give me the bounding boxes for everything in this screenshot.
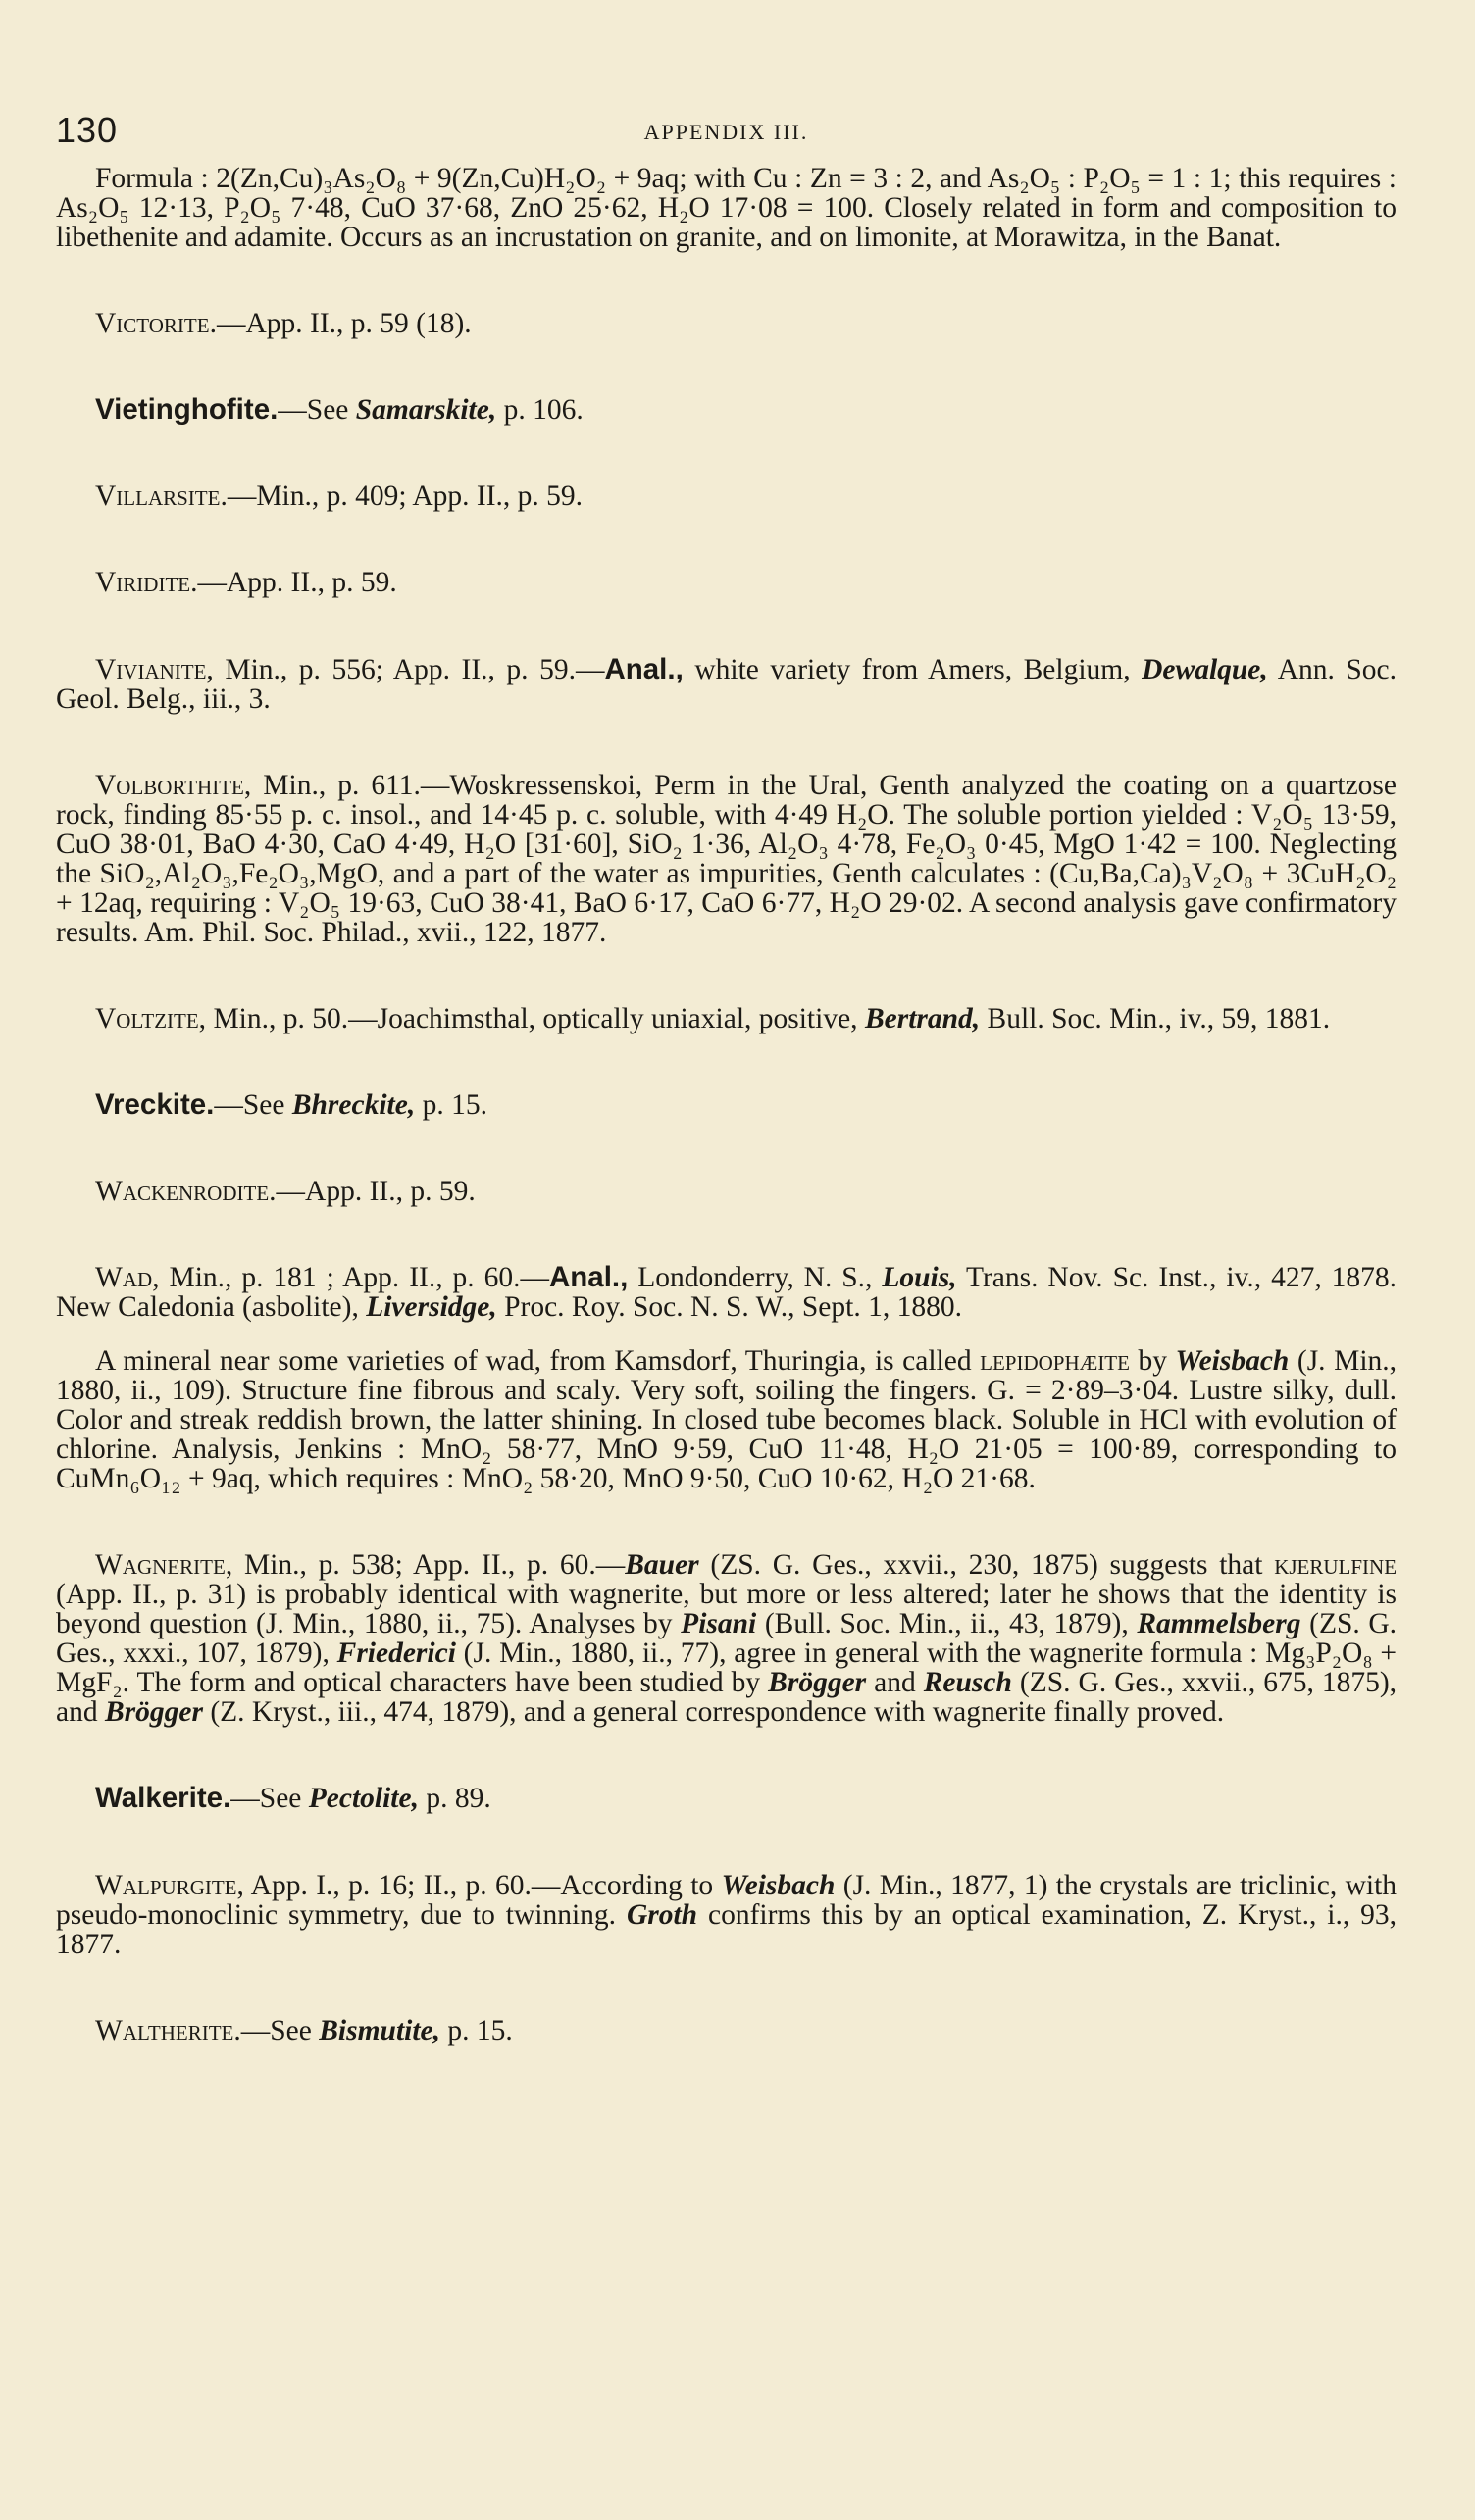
cross-reference: Pectolite, (308, 1783, 419, 1815)
author-name: Weisbach (721, 1869, 836, 1901)
mineral-name: Wackenrodite. (95, 1176, 277, 1208)
entry-viridite: Viridite.—App. II., p. 59. (95, 567, 397, 599)
author-name: Groth (626, 1898, 698, 1931)
entry-victorite: Victorite.—App. II., p. 59 (18). (95, 308, 472, 340)
entry-wad: Wad, Min., p. 181 ; App. II., p. 60.—Anal., Londonderry, N. S., Louis, Trans. Nov. Sc. Inst., iv., 427, 1878. New Caledonia (asbolite), Liversidge, Proc. Roy. Soc. N. S. W., Sept. 1, 1880. (56, 1261, 1397, 1324)
entry-formula-continuation: Formula : 2(Zn,Cu)₃As₂O₈ + 9(Zn,Cu)H₂O₂ + 9aq; with Cu : Zn = 3 : 2, and As₂O₅ : P₂O₅ = 1 : 1; this requires : As₂O₅ 12·13, P₂O₅ 7·48, CuO 37·68, ZnO 25·62, H₂O 17·08 = 100. Closely related in form and composition to libethenite and adamite. Occurs as an incrustation on granite, and on limonite, at Morawitza, in the Banat. (56, 163, 1397, 254)
author-name: Dewalque, (1142, 653, 1268, 685)
author-name: Brögger (104, 1696, 203, 1729)
author-name: Friederici (336, 1638, 456, 1670)
author-name: Rammelsberg (1137, 1608, 1301, 1640)
author-name: Liversidge, (366, 1291, 497, 1324)
entry-voltzite: Voltzite, Min., p. 50.—Joachimsthal, optically uniaxial, positive, Bertrand, Bull. Soc. Min., iv., 59, 1881. (95, 1003, 1331, 1035)
mineral-name: Viridite. (95, 567, 198, 599)
cross-reference: Samarskite, (355, 394, 497, 427)
entry-vreckite: Vreckite.—See Bhreckite, p. 15. (95, 1088, 487, 1122)
entry-wackenrodite: Wackenrodite.—App. II., p. 59. (95, 1176, 476, 1208)
author-name: Pisani (681, 1608, 757, 1640)
mineral-name: kjerulfine (1274, 1548, 1398, 1581)
mineral-name: Villarsite. (95, 480, 228, 513)
author-name: Louis, (882, 1262, 957, 1294)
entry-waltherite: Waltherite.—See Bismutite, p. 15. (95, 2014, 513, 2046)
author-name: Reusch (923, 1667, 1012, 1699)
entry-walkerite: Walkerite.—See Pectolite, p. 89. (95, 1782, 491, 1815)
mineral-name: Voltzite, (95, 1003, 207, 1035)
entry-wagnerite: Wagnerite, Min., p. 538; App. II., p. 60.—Bauer (ZS. G. Ges., xxvii., 230, 1875) suggests that kjerulfine (App. II., p. 31) is probably identical with wagnerite, but more or less altered; later he shows that the identity is beyond question (J. Min., 1880, ii., 75). Analyses by Pisani (Bull. Soc. Min., ii., 43, 1879), Rammelsberg (ZS. G. Ges., xxxi., 107, 1879), Friederici (J. Min., 1880, ii., 77), agree in general with the wagnerite formula : Mg₃P₂O₈ + MgF₂. The form and optical characters have been studied by Brögger and Reusch (ZS. G. Ges., xxvii., 675, 1875), and Brögger (Z. Kryst., iii., 474, 1879), and a general correspondence with wagnerite finally proved. (56, 1548, 1398, 1729)
entry-lepidophaeite: A mineral near some varieties of wad, from Kamsdorf, Thuringia, is called lepidophæite by Weisbach (J. Min., 1880, ii., 109). Structure fine fibrous and scaly. Very soft, soiling the fingers. G. = 2·89–3·04. Lustre silky, dull. Color and streak reddish brown, the latter shining. In closed tube becomes black. Soluble in HCl with evolution of chlorine. Analysis, Jenkins : MnO₂ 58·77, MnO 9·59, CuO 11·48, H₂O 21·05 = 100·89, corresponding to CuMn₆O₁₂ + 9aq, which requires : MnO₂ 58·20, MnO 9·50, CuO 10·62, H₂O 21·68. (56, 1344, 1398, 1494)
mineral-name: Wagnerite, (95, 1548, 233, 1581)
cross-reference: Bhreckite, (291, 1089, 416, 1122)
author-name: Bauer (625, 1548, 699, 1581)
cross-reference: Bismutite, (319, 2014, 440, 2046)
entry-villarsite: Villarsite.—Min., p. 409; App. II., p. 59. (95, 480, 584, 513)
mineral-name: Wad, (95, 1262, 160, 1294)
mineral-name: Vivianite, (95, 653, 214, 685)
running-title: APPENDIX III. (643, 120, 809, 144)
entry-list (56, 164, 1397, 2045)
mineral-name: Volborthite, (95, 769, 252, 801)
mineral-name: Walkerite. (95, 1782, 231, 1815)
page-header (56, 110, 1397, 159)
entry-walpurgite: Walpurgite, App. I., p. 16; II., p. 60.—According to Weisbach (J. Min., 1877, 1) the crystals are triclinic, with pseudo-monoclinic symmetry, due to twinning. Groth confirms this by an optical examination, Z. Kryst., i., 93, 1877. (56, 1869, 1398, 1960)
mineral-name: Walpurgite, (95, 1869, 244, 1901)
mineral-name: Victorite. (95, 308, 217, 340)
mineral-name: Vietinghofite. (95, 393, 279, 427)
author-name: Brögger (768, 1667, 867, 1699)
mineral-name: Vreckite. (95, 1088, 215, 1122)
mineral-name: Waltherite. (95, 2014, 241, 2046)
entry-vivianite: Vivianite, Min., p. 556; App. II., p. 59.—Anal., white variety from Amers, Belgium, Dewalque, Ann. Soc. Geol. Belg., iii., 3. (56, 652, 1398, 715)
entry-volborthite: Volborthite, Min., p. 611.—Woskressenskoi, Perm in the Ural, Genth analyzed the coating on a quartzose rock, finding 85·55 p. c. insol., and 14·45 p. c. soluble, with 4·49 H₂O. The soluble portion yielded : V₂O₅ 13·59, CuO 38·01, BaO 4·30, CaO 4·49, H₂O [31·60], SiO₂ 1·36, Al₂O₃ 4·78, Fe₂O₃ 0·45, MgO 1·42 = 100. Neglecting the SiO₂,Al₂O₃,Fe₂O₃,MgO, and a part of the water as impurities, Genth calculates : (Cu,Ba,Ca)₃V₂O₈ + 3CuH₂O₂ + 12aq, requiring : V₂O₅ 19·63, CuO 38·41, BaO 6·17, CaO 6·77, H₂O 29·02. A second analysis gave confirmatory results. Am. Phil. Soc. Philad., xvii., 122, 1877. (56, 769, 1398, 949)
page-number: 130 (56, 110, 119, 150)
mineral-name: lepidophæite (980, 1344, 1130, 1377)
author-name: Weisbach (1175, 1344, 1290, 1377)
author-name: Bertrand, (864, 1003, 981, 1035)
entry-vietinghofite: Vietinghofite.—See Samarskite, p. 106. (95, 393, 584, 427)
